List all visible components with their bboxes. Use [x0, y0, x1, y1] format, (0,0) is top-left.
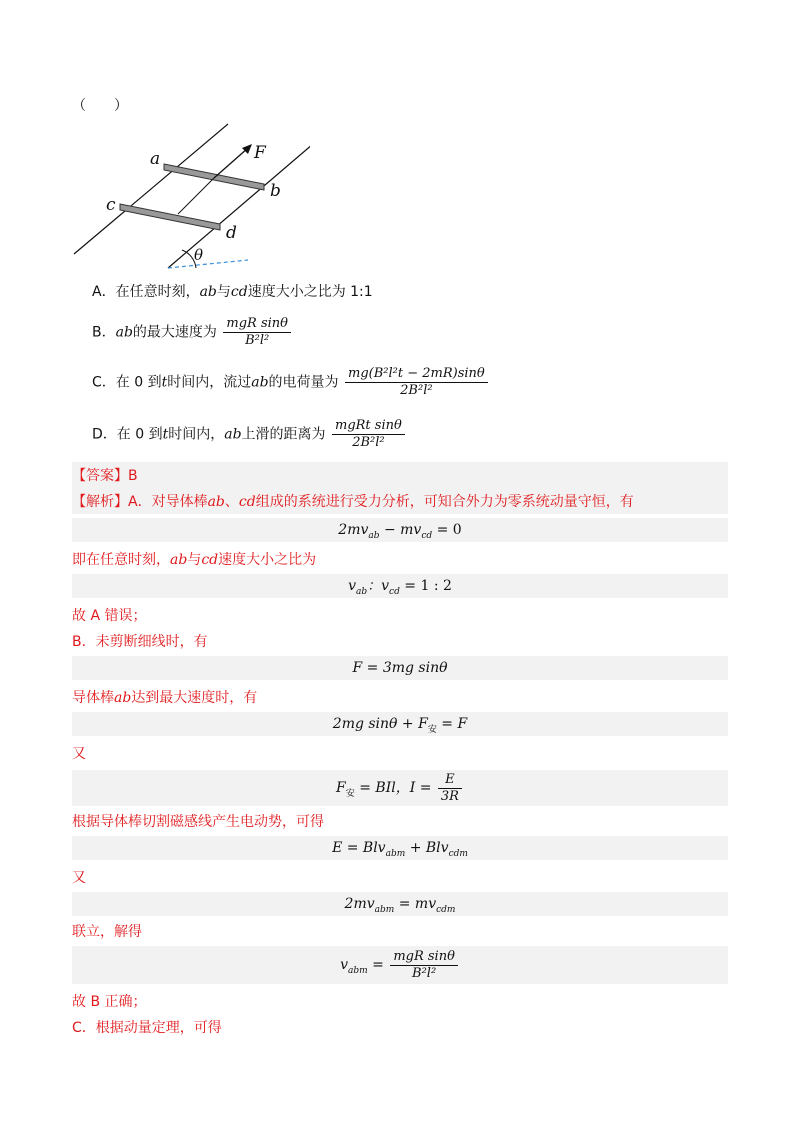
analysis-line-3: 故 A 错误； [72, 608, 147, 624]
label-F: F [254, 143, 266, 163]
analysis-line-11: C．根据动量定理，可得 [72, 1020, 222, 1036]
analysis-line-1: 【解析】A．对导体棒ab、cd组成的系统进行受力分析，可知合外力为零系统动量守恒，有 [72, 494, 634, 510]
answer-blank: （ ） [72, 98, 128, 114]
label-b: b [270, 181, 281, 201]
analysis-line-5: 导体棒ab达到最大速度时，有 [72, 690, 258, 706]
rod-cd [120, 204, 220, 230]
analysis-line-2: 即在任意时刻，ab与cd速度大小之比为 [72, 552, 317, 568]
force-arrow [214, 148, 248, 178]
equation-max-speed: 2mg $\sin\theta + F_安 = F$ [72, 712, 728, 736]
left-rail [74, 124, 228, 254]
option-b: B．ab的最大速度为 $\frac{\text{mgR sinθ}}{\text{B²l²}}$ [92, 316, 293, 349]
label-theta: θ [194, 246, 204, 264]
analysis-line-8: 又 [72, 870, 86, 886]
string [178, 178, 214, 214]
equation-ampere: $F_安$ = BIl，I = $\frac{E}{3R}$ [72, 770, 728, 806]
option-a: A．在任意时刻，ab与cd速度大小之比为 1:1 [92, 284, 373, 300]
analysis-line-7: 根据导体棒切割磁感线产生电动势，可得 [72, 814, 324, 830]
equation-momentum-max: $2mv_{abm} = mv_{cdm}$ [72, 892, 728, 916]
label-a: a [150, 149, 161, 169]
equation-solution: $v_{abm}$ = $\frac{\text{mgR sinθ}}{\text{B²l²}}$ [72, 946, 728, 984]
equation-momentum: $2mv_{ab} - mv_{cd} = 0$ [72, 518, 728, 542]
label-c: c [106, 195, 116, 215]
option-c: C．在 0 到t时间内，流过ab的电荷量为 $\frac{\text{mg(B²l²t − 2mR)sinθ}}{\text{2B²l²}}$ [92, 366, 490, 399]
analysis-line-9: 联立，解得 [72, 924, 142, 940]
analysis-line-4: B．未剪断细线时，有 [72, 634, 208, 650]
equation-ratio: $v_{ab}$：$v_{cd} = 1$ : 2 [72, 574, 728, 598]
analysis-line-10: 故 B 正确； [72, 994, 147, 1010]
rod-ab [164, 164, 264, 190]
rails-figure [70, 118, 310, 278]
option-d: D．在 0 到t时间内，ab上滑的距离为 $\frac{\text{mgRt sinθ}}{\text{2B²l²}}$ [92, 418, 407, 451]
equation-force: F = 3mg sinθ [72, 656, 728, 680]
equation-emf: E = Blv$_{abm}$ + Blv$_{cdm}$ [72, 836, 728, 860]
analysis-line-6: 又 [72, 746, 86, 762]
label-d: d [226, 223, 237, 243]
answer-label: 【答案】B [72, 468, 138, 484]
horizontal-dash [168, 260, 248, 268]
